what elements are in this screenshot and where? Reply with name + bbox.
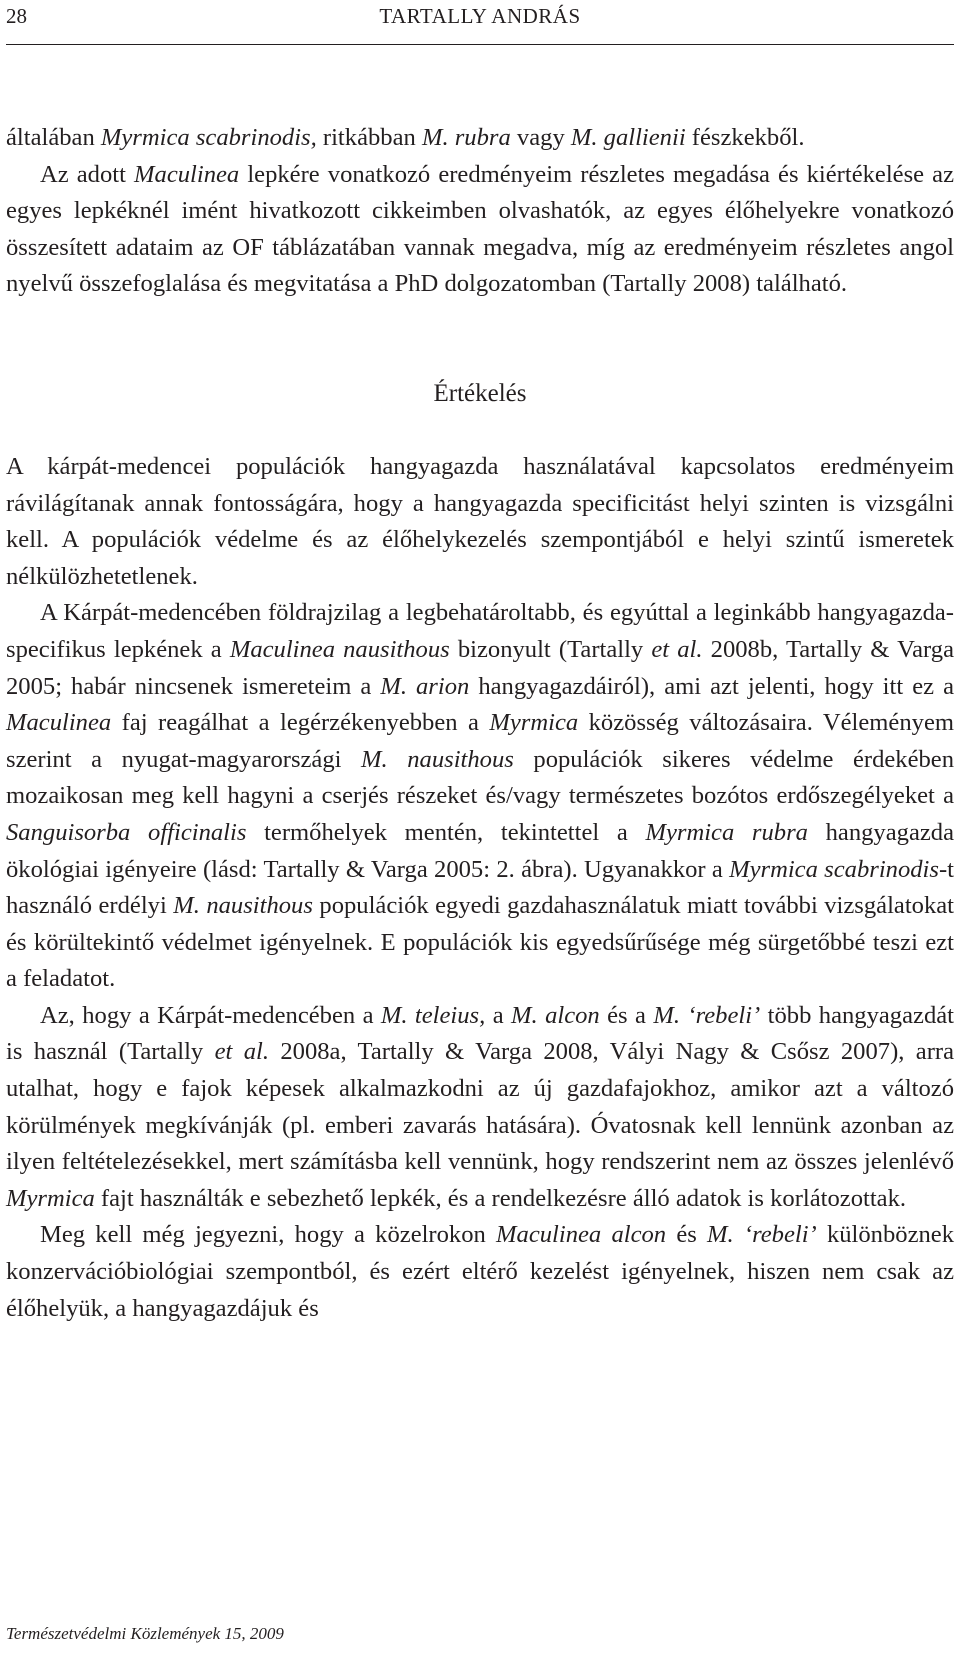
page-header bbox=[0, 0, 960, 46]
journal-footer: Természetvédelmi Közlemények 15, 2009 bbox=[6, 1624, 284, 1643]
text-run: fajt használták e sebezhető lepkék, és a rendelkezésre álló adatok is korlátozottak. bbox=[94, 1184, 907, 1212]
text-run: Az, hogy a Kárpát-medencében a bbox=[40, 1001, 381, 1029]
text-run: általában bbox=[6, 124, 101, 151]
text-run: a bbox=[485, 1001, 512, 1029]
italic-run: Myrmica scabrinodis bbox=[729, 855, 939, 883]
text-run: lepkére vonatkozó eredményeim részletes megadása és kiértékelése az egyes lepkéknél imént hivatkozott cikkeimben olvashatók, az egyes élőhelyekre vonatkozó összesített adataim az OF táblázatában vannak megadva, míg az eredményeim részletes angol nyelvű összefoglalása és megvitatása a PhD dolgozatomban (Tartally 2008) található. bbox=[6, 160, 954, 298]
text-run: -t használó erdélyi bbox=[6, 855, 954, 920]
text-run: faj reagálhat a legérzékenyebben a bbox=[111, 709, 490, 737]
italic-run: M. arion bbox=[380, 672, 470, 700]
text-run: fészkekből. bbox=[685, 124, 805, 151]
italic-run: Myrmica rubra bbox=[645, 818, 808, 846]
text-run: ritkábban bbox=[316, 124, 422, 151]
text-run: A kárpát-medencei populációk hangyagazda használatával kapcsolatos eredményeim rávilágítanak annak fontosságára, hogy a hangyagazda specificitást helyi szinten is vizsgálni kell. A populációk védelme és az élőhelykezelés szempontjából e helyi szintű ismeretek nélkülözhetetlenek. bbox=[6, 452, 954, 590]
italic-run: M. teleius, bbox=[380, 1001, 486, 1029]
section-heading: Értékelés bbox=[433, 379, 527, 407]
text-run: hangyagazdáiról), ami azt jelenti, hogy itt ez a bbox=[469, 672, 954, 700]
italic-run: M. ‘rebeli’ bbox=[653, 1001, 761, 1029]
text-run: különböznek konzervációbiológiai szempontból, és ezért eltérő kezelést igényelnek, hiszen nem csak az élőhelyük, a hangyagazdájuk és bbox=[6, 1221, 954, 1322]
italic-run: Maculinea alcon bbox=[496, 1221, 667, 1249]
italic-run: M. alcon bbox=[511, 1001, 600, 1029]
text-run: populációk sikeres védelme érdekében mozaikosan meg kell hagyni a cserjés részeket és/vagy természetes bozótos erdőszegélyeket a bbox=[6, 745, 955, 810]
text-run: bizonyult (Tartally bbox=[449, 635, 652, 663]
italic-run: Myrmica bbox=[6, 1184, 95, 1212]
paragraph bbox=[6, 157, 954, 303]
italic-run: et al. bbox=[214, 1038, 269, 1066]
italic-run: Myrmica scabrinodis, bbox=[100, 124, 317, 151]
header-rule bbox=[6, 44, 954, 45]
italic-run: Sanguisorba officinalis bbox=[6, 818, 247, 846]
text-run: Meg kell még jegyezni, hogy a közelrokon bbox=[40, 1221, 497, 1249]
italic-run: M. gallienii bbox=[570, 124, 686, 151]
text-run: és a bbox=[599, 1001, 654, 1029]
italic-run: M. ‘rebeli’ bbox=[707, 1221, 817, 1249]
text-run: 2008b, Tartally & Varga 2005; habár nincsenek ismereteim a bbox=[6, 635, 954, 700]
page-number: 28 bbox=[6, 4, 27, 28]
text-run: hangyagazda ökológiai igényeire (lásd: Tartally & Varga 2005: 2. ábra). Ugyanakkor a bbox=[6, 818, 954, 883]
italic-run: M. nausithous bbox=[173, 892, 313, 920]
text-run: vagy bbox=[510, 124, 571, 151]
italic-run: M. rubra bbox=[421, 124, 511, 151]
italic-run: Myrmica bbox=[489, 709, 579, 737]
italic-run: et al. bbox=[651, 635, 703, 663]
italic-run: Maculinea bbox=[134, 160, 240, 188]
paragraph bbox=[6, 449, 954, 595]
text-run: és bbox=[666, 1221, 708, 1249]
running-title: TARTALLY ANDRÁS bbox=[379, 4, 581, 28]
text-run: populációk egyedi gazdahasználatuk miatt további vizsgálatokat és körültekintő védelmet igényelnek. E populációk kis egyedsűrűsége még sürgetőbbé teszi ezt a feladatot. bbox=[6, 892, 955, 993]
text-run: 2008a, Tartally & Varga 2008, Vályi Nagy & Csősz 2007), arra utalhat, hogy e fajok képesek alkalmazkodni az új gazdafajokhoz, amikor azt a változó körülmények megkívánják (pl. emberi zavarás hatására). Óvatosnak kell lennünk azonban az ilyen feltételezésekkel, mert számításba kell vennünk, hogy rendszerint nem az összes jelenlévő bbox=[6, 1038, 954, 1176]
paragraph bbox=[6, 998, 954, 1218]
italic-run: M. nausithous bbox=[361, 745, 514, 773]
body-text bbox=[6, 120, 954, 1327]
text-run: Az adott bbox=[40, 160, 135, 188]
italic-run: Maculinea bbox=[6, 709, 112, 737]
text-run: több hangyagazdát is használ (Tartally bbox=[6, 1001, 954, 1066]
paragraph bbox=[6, 120, 954, 157]
paragraph bbox=[6, 595, 954, 998]
italic-run: Maculinea nausithous bbox=[229, 635, 450, 663]
text-run: közösség változásaira. Véleményem szerint a nyugat-magyarországi bbox=[6, 709, 954, 773]
text-run: A Kárpát-medencében földrajzilag a legbehatároltabb, és egyúttal a leginkább hangyagazda-specifikus lepkének a bbox=[6, 599, 954, 663]
paragraph bbox=[6, 1217, 954, 1327]
text-run: termőhelyek mentén, tekintettel a bbox=[246, 818, 646, 846]
